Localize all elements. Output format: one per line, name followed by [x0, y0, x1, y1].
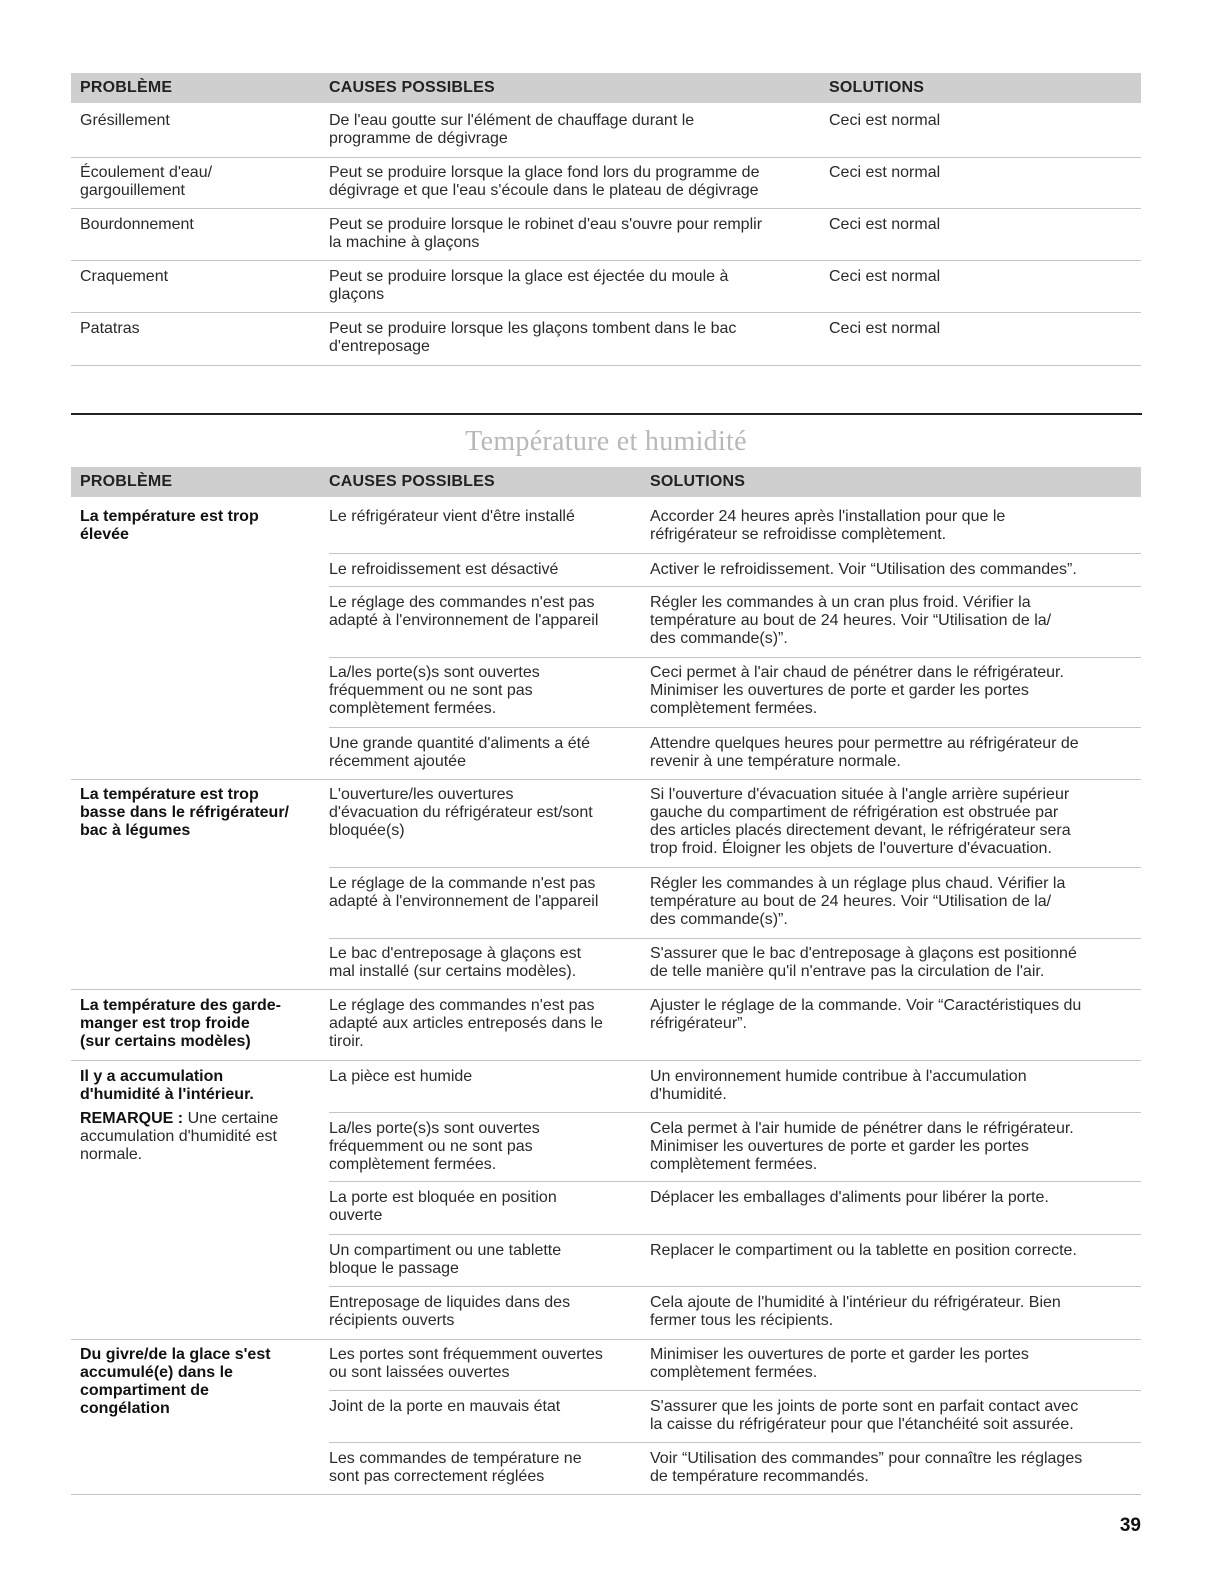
solution-line: Un environnement humide contribue à l'accumulation [650, 1068, 1027, 1085]
cause-line: Joint de la porte en mauvais état [329, 1398, 561, 1415]
solution-line: Cela permet à l'air humide de pénétrer dans le réfrigérateur. [650, 1120, 1074, 1137]
note-text-line: accumulation d'humidité est [80, 1128, 277, 1145]
row-divider [71, 1060, 1141, 1061]
section-title: Température et humidité [465, 426, 747, 457]
cause-line: sont pas correctement réglées [329, 1468, 545, 1485]
cause-line: Le réglage des commandes n'est pas [329, 997, 595, 1014]
solution-cell: Ceci est normal [829, 320, 941, 337]
solution-line: des articles placés directement devant, le réfrigérateur sera [650, 822, 1071, 839]
row-divider [71, 312, 1141, 313]
problem-cell: Craquement [80, 268, 169, 285]
solution-cell [650, 997, 1081, 1033]
solution-cell [650, 875, 1065, 929]
table2-header-problem: PROBLÈME [80, 473, 173, 490]
cause-cell [329, 735, 590, 771]
problem-cell: Patatras [80, 320, 140, 337]
cause-line: dégivrage et que l'eau s'écoule dans le plateau de dégivrage [329, 182, 759, 199]
solution-line: complètement fermées. [650, 1156, 818, 1173]
problem-line: Écoulement d'eau/ [80, 164, 213, 181]
row-divider [329, 1390, 1141, 1391]
row-divider [329, 727, 1141, 728]
cause-cell [329, 508, 575, 526]
row-divider [329, 586, 1141, 587]
solution-cell [650, 594, 1051, 648]
solution-cell [650, 664, 1064, 718]
cause-line: Le refroidissement est désactivé [329, 561, 559, 578]
problem-line: basse dans le réfrigérateur/ [80, 804, 289, 821]
cause-cell [329, 1242, 561, 1278]
cause-line: complètement fermées. [329, 700, 497, 717]
row-divider [329, 1112, 1141, 1113]
solution-cell [650, 1242, 1077, 1260]
problem-line: La température est trop [80, 508, 259, 525]
problem-line: La température des garde- [80, 997, 281, 1014]
cause-cell [329, 320, 736, 356]
cause-line: L'ouverture/les ouvertures [329, 786, 514, 803]
row-divider [71, 989, 1141, 990]
solution-line: Voir “Utilisation des commandes” pour connaître les réglages [650, 1450, 1083, 1467]
cause-cell [329, 1068, 472, 1086]
solution-cell: Ceci est normal [829, 216, 941, 233]
cause-line: d'entreposage [329, 338, 430, 355]
row-divider [329, 867, 1141, 868]
cause-cell [329, 112, 694, 148]
solution-cell [650, 786, 1071, 858]
problem-line: compartiment de [80, 1382, 209, 1399]
table1-header-causes: CAUSES POSSIBLES [329, 79, 495, 96]
cause-line: La/les porte(s)s sont ouvertes [329, 664, 540, 681]
cause-cell [329, 664, 540, 718]
table1-header-problem: PROBLÈME [80, 79, 173, 96]
cause-cell [329, 945, 581, 981]
table2-header-causes: CAUSES POSSIBLES [329, 473, 495, 490]
cause-line: Les portes sont fréquemment ouvertes [329, 1346, 603, 1363]
solution-line: réfrigérateur”. [650, 1015, 747, 1032]
problem-line: (sur certains modèles) [80, 1033, 251, 1050]
cause-cell [329, 1450, 582, 1486]
solution-line: d'humidité. [650, 1086, 727, 1103]
problem-line: d'humidité à l'intérieur. [80, 1086, 254, 1103]
cause-cell [329, 164, 759, 200]
note [80, 1110, 320, 1164]
solution-cell [650, 1120, 1074, 1174]
table2-header-solutions: SOLUTIONS [650, 473, 746, 490]
cause-line: La/les porte(s)s sont ouvertes [329, 1120, 540, 1137]
solution-line: fermer tous les récipients. [650, 1312, 834, 1329]
row-divider [329, 553, 1141, 554]
cause-line: Le réfrigérateur vient d'être installé [329, 508, 575, 525]
note-text-line: normale. [80, 1146, 143, 1163]
table1-header [71, 73, 1141, 103]
cause-line: Une grande quantité d'aliments a été [329, 735, 591, 752]
solution-line: gauche du compartiment de réfrigération est obstruée par [650, 804, 1059, 821]
solution-line: Accorder 24 heures après l'installation pour que le [650, 508, 1006, 525]
cause-line: Le réglage des commandes n'est pas [329, 594, 595, 611]
solution-cell [650, 561, 1077, 579]
page-number: 39 [1119, 1515, 1141, 1536]
cause-line: Le bac d'entreposage à glaçons est [329, 945, 582, 962]
cause-line: tiroir. [329, 1033, 364, 1050]
solution-line: Minimiser les ouvertures de porte et garder les portes [650, 1138, 1029, 1155]
solution-line: Minimiser les ouvertures de porte et garder les portes [650, 1346, 1029, 1363]
problem-cell [80, 164, 212, 200]
solution-line: S'assurer que le bac d'entreposage à glaçons est positionné [650, 945, 1077, 962]
cause-line: Peut se produire lorsque les glaçons tombent dans le bac [329, 320, 737, 337]
solution-cell [650, 1068, 1027, 1104]
row-divider [71, 208, 1141, 209]
cause-line: fréquemment ou ne sont pas [329, 682, 533, 699]
solution-line: de telle manière qu'il n'entrave pas la circulation de l'air. [650, 963, 1045, 980]
row-divider [71, 157, 1141, 158]
problem-line: gargouillement [80, 182, 185, 199]
solution-cell [650, 1398, 1078, 1434]
cause-cell [329, 1189, 557, 1225]
cause-line: Peut se produire lorsque la glace est éjectée du moule à [329, 268, 729, 285]
solution-line: de température recommandés. [650, 1468, 869, 1485]
solution-line: des commande(s)”. [650, 911, 788, 928]
row-divider [71, 779, 1141, 780]
row-divider [329, 1286, 1141, 1287]
cause-cell [329, 997, 603, 1051]
solution-cell [650, 1450, 1082, 1486]
row-divider [329, 1181, 1141, 1182]
solution-cell: Ceci est normal [829, 268, 941, 285]
cause-line: adapté aux articles entreposés dans le [329, 1015, 603, 1032]
row-divider [71, 1494, 1141, 1495]
solution-line: des commande(s)”. [650, 630, 788, 647]
solution-cell [650, 735, 1079, 771]
cause-line: adapté à l'environnement de l'appareil [329, 893, 599, 910]
cause-cell [329, 268, 728, 304]
cause-line: Peut se produire lorsque le robinet d'eau s'ouvre pour remplir [329, 216, 763, 233]
row-divider [71, 260, 1141, 261]
problem-line: bac à légumes [80, 822, 191, 839]
solution-cell [650, 1346, 1029, 1382]
solution-line: Ceci permet à l'air chaud de pénétrer dans le réfrigérateur. [650, 664, 1064, 681]
row-divider [329, 1442, 1141, 1443]
cause-line: Peut se produire lorsque la glace fond lors du programme de [329, 164, 760, 181]
cause-line: programme de dégivrage [329, 130, 508, 147]
cause-line: récipients ouverts [329, 1312, 455, 1329]
cause-line: mal installé (sur certains modèles). [329, 963, 577, 980]
cause-line: ou sont laissées ouvertes [329, 1364, 510, 1381]
cause-line: Les commandes de température ne [329, 1450, 582, 1467]
cause-cell [329, 216, 762, 252]
solution-line: la caisse du réfrigérateur pour que l'étanchéité soit assurée. [650, 1416, 1074, 1433]
solution-line: Déplacer les emballages d'aliments pour libérer la porte. [650, 1189, 1049, 1206]
note-label: REMARQUE : [80, 1110, 184, 1127]
cause-line: complètement fermées. [329, 1156, 497, 1173]
cause-line: d'évacuation du réfrigérateur est/sont [329, 804, 593, 821]
solution-line: S'assurer que les joints de porte sont en parfait contact avec [650, 1398, 1079, 1415]
cause-line: récemment ajoutée [329, 753, 466, 770]
row-divider [329, 657, 1141, 658]
solution-cell: Ceci est normal [829, 164, 941, 181]
cause-line: bloquée(s) [329, 822, 405, 839]
solution-cell [650, 508, 1005, 544]
problem-line: Il y a accumulation [80, 1068, 224, 1085]
cause-line: ouverte [329, 1207, 383, 1224]
cause-line: bloque le passage [329, 1260, 459, 1277]
solution-line: Si l'ouverture d'évacuation située à l'angle arrière supérieur [650, 786, 1070, 803]
solution-line: température au bout de 24 heures. Voir “Utilisation de la/ [650, 893, 1052, 910]
solution-line: Attendre quelques heures pour permettre au réfrigérateur de [650, 735, 1079, 752]
problem-cell: Grésillement [80, 112, 170, 129]
solution-line: Régler les commandes à un réglage plus chaud. Vérifier la [650, 875, 1066, 892]
cause-line: Entreposage de liquides dans des [329, 1294, 571, 1311]
problem-line: élevée [80, 526, 129, 543]
solution-cell: Ceci est normal [829, 112, 941, 129]
problem-line: manger est trop froide [80, 1015, 250, 1032]
section-rule [71, 413, 1142, 415]
solution-cell [650, 1294, 1061, 1330]
cause-line: La porte est bloquée en position [329, 1189, 557, 1206]
note-text-line: Une certaine [187, 1110, 279, 1127]
solution-line: Activer le refroidissement. Voir “Utilisation des commandes”. [650, 561, 1077, 578]
problem-line: congélation [80, 1400, 170, 1417]
problem-line: Du givre/de la glace s'est [80, 1346, 271, 1363]
solution-line: Cela ajoute de l'humidité à l'intérieur du réfrigérateur. Bien [650, 1294, 1061, 1311]
solution-line: trop froid. Éloigner les objets de l'ouverture d'évacuation. [650, 840, 1052, 857]
solution-line: Minimiser les ouvertures de porte et garder les portes [650, 682, 1029, 699]
row-divider [329, 1234, 1141, 1235]
cause-line: adapté à l'environnement de l'appareil [329, 612, 599, 629]
solution-cell [650, 945, 1077, 981]
cause-cell [329, 1120, 540, 1174]
table1-header-solutions: SOLUTIONS [829, 79, 925, 96]
cause-cell [329, 786, 593, 840]
row-divider [71, 1339, 1141, 1340]
row-divider [71, 365, 1141, 366]
cause-line: la machine à glaçons [329, 234, 480, 251]
solution-line: revenir à une température normale. [650, 753, 901, 770]
problem-line: La température est trop [80, 786, 259, 803]
cause-line: De l'eau goutte sur l'élément de chauffage durant le [329, 112, 695, 129]
cause-cell [329, 1398, 560, 1416]
cause-line: Le réglage de la commande n'est pas [329, 875, 596, 892]
cause-cell [329, 1346, 603, 1382]
cause-cell [329, 594, 598, 630]
solution-cell [650, 1189, 1049, 1207]
solution-line: Replacer le compartiment ou la tablette en position correcte. [650, 1242, 1077, 1259]
solution-line: température au bout de 24 heures. Voir “Utilisation de la/ [650, 612, 1052, 629]
cause-line: fréquemment ou ne sont pas [329, 1138, 533, 1155]
row-divider [329, 938, 1141, 939]
cause-cell [329, 561, 558, 579]
cause-line: glaçons [329, 286, 385, 303]
problem-cell: Bourdonnement [80, 216, 194, 233]
solution-line: Régler les commandes à un cran plus froid. Vérifier la [650, 594, 1031, 611]
cause-line: La pièce est humide [329, 1068, 473, 1085]
table2-header [71, 467, 1141, 497]
solution-line: complètement fermées. [650, 1364, 818, 1381]
problem-line: accumulé(e) dans le [80, 1364, 233, 1381]
solution-line: réfrigérateur se refroidisse complètement. [650, 526, 947, 543]
solution-line: complètement fermées. [650, 700, 818, 717]
cause-cell [329, 1294, 570, 1330]
cause-line: Un compartiment ou une tablette [329, 1242, 562, 1259]
solution-line: Ajuster le réglage de la commande. Voir “Caractéristiques du [650, 997, 1082, 1014]
cause-cell [329, 875, 598, 911]
